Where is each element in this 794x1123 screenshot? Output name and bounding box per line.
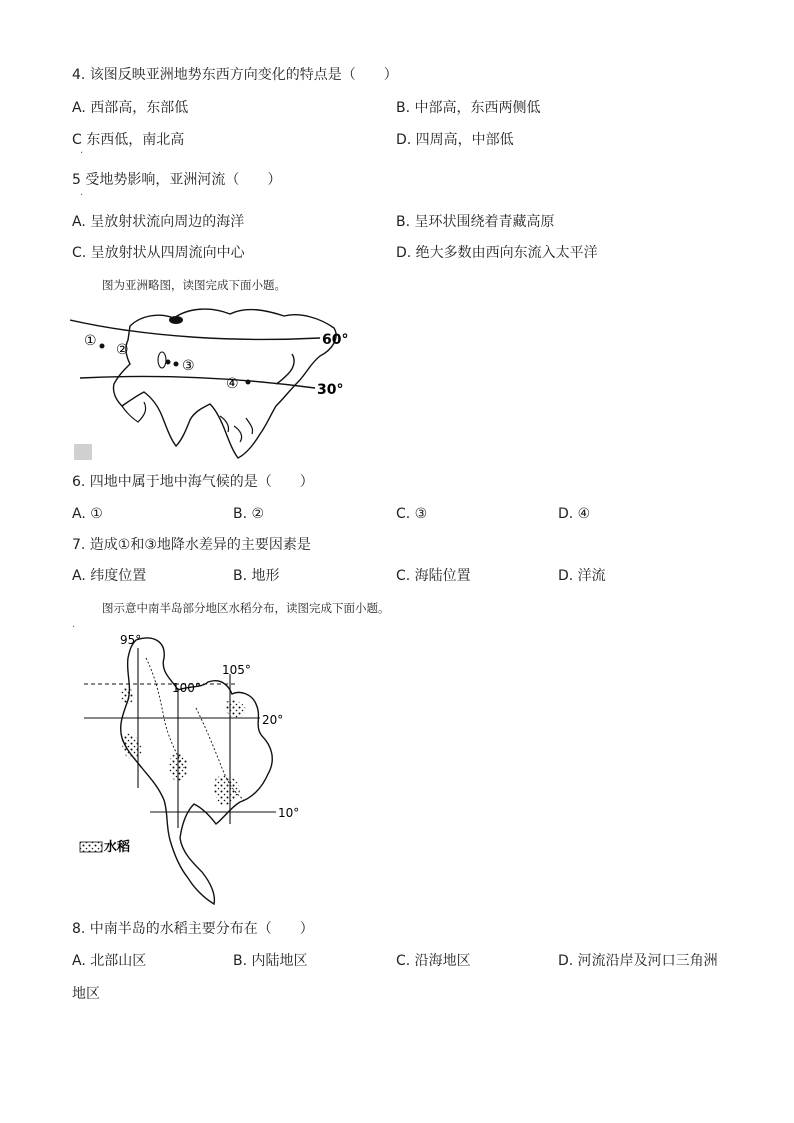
q8-option-b[interactable]: B. 内陆地区 bbox=[233, 953, 308, 969]
marker-1-label: ① bbox=[84, 333, 97, 349]
q6-stem: 6. 四地中属于地中海气候的是（ ） bbox=[72, 474, 314, 490]
q4-stem: 4. 该图反映亚洲地势东西方向变化的特点是（ ） bbox=[72, 67, 398, 83]
lat-10-label: 10° bbox=[278, 806, 300, 820]
q8-option-d[interactable]: D. 河流沿岸及河口三角洲 bbox=[558, 953, 718, 969]
caspian-sea bbox=[158, 352, 166, 368]
lon-95-label: 95° bbox=[120, 633, 142, 647]
lat-30-label: 30° bbox=[317, 382, 344, 398]
q8-option-c[interactable]: C. 沿海地区 bbox=[396, 953, 471, 969]
scan-square bbox=[74, 444, 92, 460]
q4-option-c[interactable]: C 东西低，南北高 bbox=[72, 132, 185, 148]
q4-option-b[interactable]: B. 中部高，东西两侧低 bbox=[396, 100, 541, 116]
map1-intro: 图为亚洲略图，读图完成下面小题。 bbox=[102, 278, 286, 292]
peninsula-outline bbox=[121, 638, 273, 904]
scan-speck: · bbox=[80, 148, 84, 159]
q7-option-d[interactable]: D. 洋流 bbox=[558, 568, 606, 584]
map2-intro: 图示意中南半岛部分地区水稻分布，读图完成下面小题。 bbox=[102, 601, 390, 615]
q4-option-a[interactable]: A. 西部高，东部低 bbox=[72, 100, 189, 116]
q7-option-c[interactable]: C. 海陆位置 bbox=[396, 568, 471, 584]
lat-20-label: 20° bbox=[262, 713, 284, 727]
arabia-outline bbox=[122, 402, 146, 422]
q6-option-d[interactable]: D. ④ bbox=[558, 506, 591, 522]
lon-100-label: 100° bbox=[172, 681, 201, 695]
q5-stem: 5 受地势影响，亚洲河流（ ） bbox=[72, 172, 282, 188]
q7-stem: 7. 造成①和③地降水差异的主要因素是 bbox=[72, 537, 311, 553]
north-dark-spot bbox=[169, 316, 183, 324]
q8-option-a[interactable]: A. 北部山区 bbox=[72, 953, 147, 969]
scan-speck: · bbox=[80, 190, 84, 201]
lon-105-label: 105° bbox=[222, 663, 251, 677]
indochina-rice-map bbox=[76, 628, 306, 908]
lat-60-label: 60° bbox=[322, 332, 349, 348]
q5-option-d[interactable]: D. 绝大多数由西向东流入太平洋 bbox=[396, 245, 598, 261]
asia-coastline bbox=[113, 309, 336, 458]
rice-patch-irrawaddy bbox=[122, 733, 142, 759]
marker-3-dot-b bbox=[174, 362, 179, 367]
q8-option-d-wrap: 地区 bbox=[72, 986, 100, 1002]
rice-patch-north bbox=[121, 687, 135, 704]
q4-option-d[interactable]: D. 四周高，中部低 bbox=[396, 132, 514, 148]
q5-option-c[interactable]: C. 呈放射状从四周流向中心 bbox=[72, 245, 245, 261]
marker-4-dot bbox=[246, 380, 251, 385]
scan-speck: · bbox=[72, 622, 76, 633]
q5-option-a[interactable]: A. 呈放射状流向周边的海洋 bbox=[72, 214, 245, 230]
q7-option-b[interactable]: B. 地形 bbox=[233, 568, 280, 584]
q7-option-a[interactable]: A. 纬度位置 bbox=[72, 568, 147, 584]
rice-legend-swatch bbox=[80, 842, 102, 852]
q6-option-a[interactable]: A. ① bbox=[72, 506, 103, 522]
asia-map bbox=[70, 298, 360, 468]
japan-outline bbox=[276, 354, 294, 384]
q5-option-b[interactable]: B. 呈环状围绕着青藏高原 bbox=[396, 214, 555, 230]
latitude-60-line bbox=[70, 320, 320, 339]
rice-legend-label: 水稻 bbox=[104, 840, 131, 855]
marker-2-label: ② bbox=[116, 342, 129, 358]
rice-patch-mekong bbox=[214, 776, 240, 806]
q6-option-c[interactable]: C. ③ bbox=[396, 506, 428, 522]
q8-stem: 8. 中南半岛的水稻主要分布在（ ） bbox=[72, 921, 314, 937]
rice-patch-red-river bbox=[225, 700, 246, 718]
marker-3-label: ③ bbox=[182, 358, 195, 374]
q6-option-b[interactable]: B. ② bbox=[233, 506, 265, 522]
marker-3-dot-a bbox=[166, 360, 171, 365]
marker-4-label: ④ bbox=[226, 376, 239, 392]
marker-1-dot bbox=[100, 344, 105, 349]
